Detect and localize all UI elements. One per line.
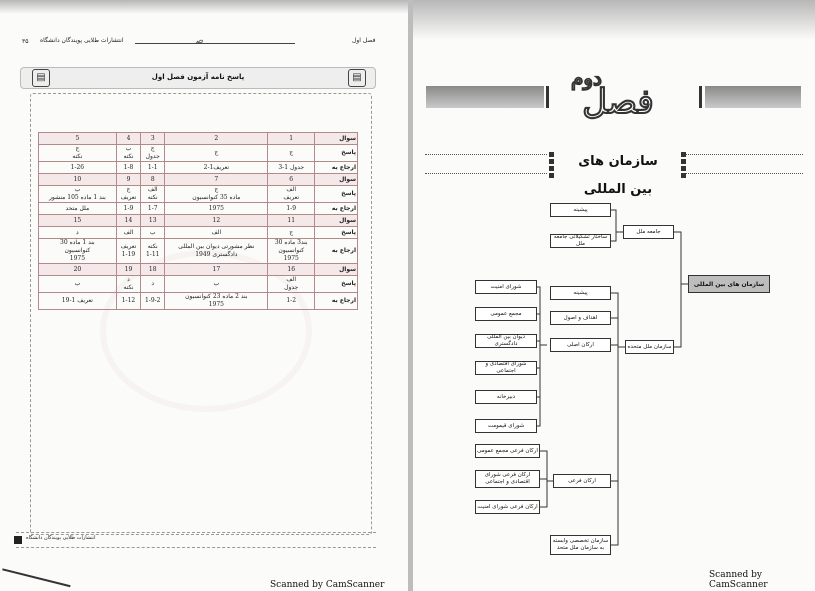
table-cell: 6 — [268, 174, 315, 186]
table-cell: 15 — [39, 215, 117, 227]
league-history-node: پیشینه — [550, 203, 611, 217]
header-ornament-icon: ﺻ — [196, 36, 204, 46]
un-history-node: پیشینه — [550, 286, 611, 300]
main-organs-node: ارکان اصلی — [550, 338, 611, 352]
page-number: ۳۵ — [22, 38, 29, 45]
row-header: پاسخ — [315, 227, 358, 239]
section-title-line2: بین المللی — [583, 182, 653, 197]
table-cell: 16 — [268, 264, 315, 276]
table-cell: ب نکته — [116, 145, 140, 162]
table-cell: ج — [268, 145, 315, 162]
reference-row — [39, 293, 358, 310]
table-cell: ج نکته — [39, 145, 117, 162]
table-cell: الف تعریف — [268, 186, 315, 203]
table-cell: تعریف1-2 — [165, 162, 268, 174]
table-cell: 1975 — [165, 203, 268, 215]
right-page — [413, 0, 815, 591]
general-assembly-node: مجمع عمومی — [475, 307, 537, 321]
un-goals-node: اهداف و اصول — [550, 311, 611, 325]
row-header: ارجاع به — [315, 239, 358, 264]
table-cell: 17 — [165, 264, 268, 276]
answer-table — [38, 132, 358, 310]
table-cell: ملل متحد — [39, 203, 117, 215]
answer-row — [39, 145, 358, 162]
row-header: ارجاع به — [315, 293, 358, 310]
table-cell: د — [141, 276, 165, 293]
table-cell: 14 — [116, 215, 140, 227]
reference-row — [39, 239, 358, 264]
table-cell: ج — [268, 227, 315, 239]
series-name: انتشارات طلایی پویندگان دانشگاه — [40, 37, 124, 44]
row-header: سوال — [315, 174, 358, 186]
table-cell: ب — [141, 227, 165, 239]
table-cell: 1-26 — [39, 162, 117, 174]
tree-connectors — [413, 0, 815, 591]
table-cell: د نکته — [116, 276, 140, 293]
question-row — [39, 215, 358, 227]
question-row — [39, 133, 358, 145]
reference-row — [39, 162, 358, 174]
table-cell: الف جدول — [268, 276, 315, 293]
reference-row — [39, 203, 358, 215]
root-node: سازمان های بین المللی — [688, 275, 770, 293]
table-cell: 1-1 — [141, 162, 165, 174]
scanner-watermark: Scanned by CamScanner — [270, 580, 385, 590]
page-shadow — [0, 0, 408, 14]
question-row — [39, 174, 358, 186]
footer-logo-icon — [14, 536, 22, 544]
table-cell: نکته 1-11 — [141, 239, 165, 264]
table-cell: تعریف 1-19 — [116, 239, 140, 264]
row-header: پاسخ — [315, 145, 358, 162]
table-cell: 5 — [39, 133, 117, 145]
table-cell: 2 — [165, 133, 268, 145]
table-cell: نظر مشورتی دیوان بین المللی دادگستری 1949 — [165, 239, 268, 264]
row-header: سوال — [315, 133, 358, 145]
chapter-word: فصل — [582, 82, 654, 122]
table-cell: 1-2 — [268, 293, 315, 310]
table-cell: ج تعریف — [116, 186, 140, 203]
sub-ecosoc-node: ارکان فرعی شورای اقتصادی و اجتماعی — [475, 470, 540, 488]
answer-title-bar — [20, 67, 376, 89]
header-rule — [135, 43, 295, 44]
answer-row — [39, 227, 358, 239]
table-cell: ب بند 1 ماده 105 منشور — [39, 186, 117, 203]
table-cell: 12 — [165, 215, 268, 227]
chapter-label: فصل اول — [352, 37, 376, 44]
table-cell: ج ماده 35 کنوانسیون — [165, 186, 268, 203]
league-node: جامعه ملل — [623, 225, 674, 239]
league-structure-node: ساختار تشکیلاتی جامعه ملل — [550, 234, 611, 248]
answer-title: پاسخ نامه آزمون فصل اول — [151, 73, 245, 81]
row-header: پاسخ — [315, 276, 358, 293]
table-cell: 3 — [141, 133, 165, 145]
table-cell: 18 — [141, 264, 165, 276]
page-curl — [0, 568, 71, 591]
secretariat-node: دبیرخانه — [475, 390, 537, 404]
trusteeship-node: شورای قیمومت — [475, 419, 537, 433]
sub-sc-node: ارکان فرعی شورای امنیت — [475, 500, 540, 514]
table-cell: تعریف 1-19 — [39, 293, 117, 310]
table-cell: 1-7 — [141, 203, 165, 215]
table-cell: ب — [165, 276, 268, 293]
table-cell: ب — [39, 276, 117, 293]
footer-series: انتشارات طلایی پویندگان دانشگاه — [26, 535, 96, 541]
table-cell: بند3 ماده 30 کنوانسیون 1975 — [268, 239, 315, 264]
chapter-ordinal: دوم — [571, 66, 602, 90]
document-icon: ▤ — [348, 69, 366, 87]
row-header: سوال — [315, 264, 358, 276]
table-cell: د — [39, 227, 117, 239]
row-header: پاسخ — [315, 186, 358, 203]
answer-row — [39, 276, 358, 293]
table-cell: 19 — [116, 264, 140, 276]
table-cell: 20 — [39, 264, 117, 276]
subsidiary-organs-node: ارکان فرعی — [553, 474, 611, 488]
sub-ga-node: ارکان فرعی مجمع عمومی — [475, 444, 540, 458]
table-cell: 13 — [141, 215, 165, 227]
table-cell: 1-9-2 — [141, 293, 165, 310]
icj-node: دیوان بین المللی دادگستری — [475, 334, 537, 348]
table-cell: 1-8 — [116, 162, 140, 174]
ecosoc-node: شورای اقتصادی و اجتماعی — [475, 361, 537, 375]
row-header: ارجاع به — [315, 203, 358, 215]
table-cell: 11 — [268, 215, 315, 227]
table-cell: ج جدول — [141, 145, 165, 162]
table-cell: جدول 1-3 — [268, 162, 315, 174]
table-cell: ج — [165, 145, 268, 162]
security-council-node: شورای امنیت — [475, 280, 537, 294]
table-cell: بند 1 ماده 30 کنوانسیون 1975 — [39, 239, 117, 264]
scanner-watermark: Scanned by CamScanner — [709, 570, 768, 590]
table-cell: الف — [165, 227, 268, 239]
table-cell: 9 — [116, 174, 140, 186]
specialized-agencies-node: سازمان تخصصی وابسته به سازمان ملل متحد — [550, 535, 611, 555]
answer-row — [39, 186, 358, 203]
question-row — [39, 264, 358, 276]
table-cell: الف نکته — [141, 186, 165, 203]
table-cell: بند 2 ماده 23 کنوانسیون 1975 — [165, 293, 268, 310]
table-cell: الف — [116, 227, 140, 239]
row-header: سوال — [315, 215, 358, 227]
table-cell: 1-9 — [116, 203, 140, 215]
table-cell: 8 — [141, 174, 165, 186]
table-cell: 7 — [165, 174, 268, 186]
un-node: سازمان ملل متحده — [625, 340, 674, 354]
table-cell: 10 — [39, 174, 117, 186]
section-title-line1: سازمان های — [578, 154, 658, 169]
row-header: ارجاع به — [315, 162, 358, 174]
table-cell: 1 — [268, 133, 315, 145]
document-icon: ▤ — [32, 69, 50, 87]
table-cell: 1-12 — [116, 293, 140, 310]
table-cell: 4 — [116, 133, 140, 145]
table-cell: 1-9 — [268, 203, 315, 215]
